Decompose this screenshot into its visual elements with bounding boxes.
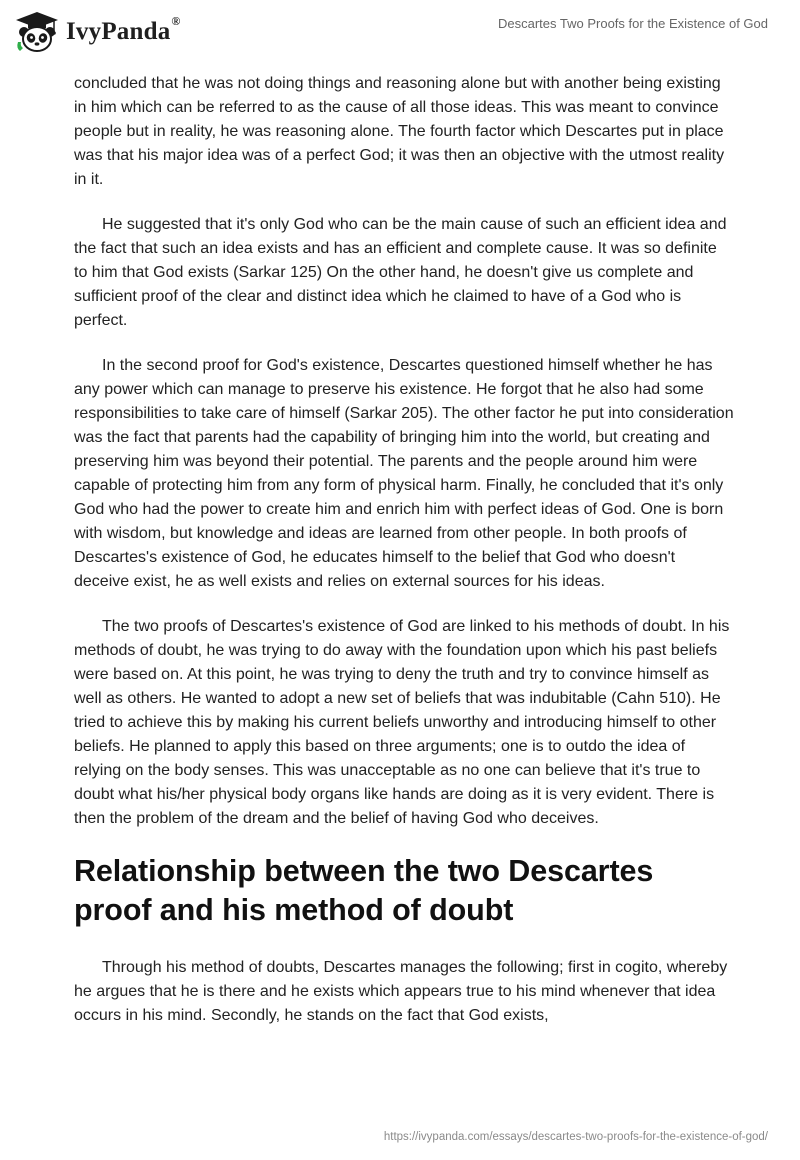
paragraph-5: Through his method of doubts, Descartes manages the following; first in cogito, whereby he argues that he is there and he exists which appears true to his mind whenever that idea occurs in his mind. Secondly, he stands on the fact that God exists,	[74, 959, 728, 1024]
section-heading: Relationship between the two Descartes proof and his method of doubt	[74, 854, 654, 927]
registered-mark: ®	[171, 14, 181, 28]
paragraph-4: The two proofs of Descartes's existence of God are linked to his methods of doubt. In his methods of doubt, he was trying to do away with the foundation upon which his past beliefs were based on. At this point, he was trying to deny the truth and try to convince himself as well as others. He wanted to adopt a new set of beliefs that was indubitable (Cahn 510). He tried to achieve this by making his current beliefs unworthy and introducing himself to other beliefs. He planned to apply this based on three arguments; one is to outdo the idea of relying on the body senses. This was unacceptable as no one can believe that it's true to doubt what his/her physical body organs like hands are doing as it is very evident. There is then the problem of the dream and the belief of having God who deceives.	[74, 618, 730, 827]
article-body	[74, 72, 734, 1049]
paragraph-2: He suggested that it's only God who can be the main cause of such an efficient idea and the fact that such an idea exists and has an efficient and complete cause. It was so definite to him that God exists (Sarkar 125) On the other hand, he doesn't give us complete and sufficient proof of the clear and distinct idea which he claimed to have of a God who is perfect.	[74, 216, 727, 329]
paragraph-3: In the second proof for God's existence, Descartes questioned himself whether he has any power which can manage to preserve his existence. He forgot that he also had some responsibilities to take care of himself (Sarkar 205). The other factor he put into consideration was the fact that parents had the capability of bringing him into the world, but creating and preserving him was beyond their potential. The parents and the people around him were capable of protecting him from any form of physical harm. Finally, he concluded that it's only God who had the power to create him and enrich him with perfect ideas of God. One is born with wisdom, but knowledge and ideas are learned from other people. In both proofs of Descartes's existence of God, he educates himself to the belief that God who doesn't deceive exist, he as well exists and relies on external sources for his ideas.	[74, 357, 734, 590]
logo-text: IvyPanda®	[66, 14, 181, 45]
paragraph-1: concluded that he was not doing things and reasoning alone but with another being existing in him which can be referred to as the cause of all those ideas. This was meant to convince people but in reality, he was reasoning alone. The fourth factor which Descartes put in place was that his major idea was of a perfect God; it was then an objective with the utmost reality in it.	[74, 75, 725, 188]
source-url[interactable]: https://ivypanda.com/essays/descartes-two-proofs-for-the-existence-of-god/	[383, 1131, 768, 1143]
panda-graduate-icon	[14, 10, 60, 54]
ivypanda-logo-link[interactable]	[14, 10, 181, 54]
page-header	[0, 0, 800, 70]
document-title: Descartes Two Proofs for the Existence of God	[498, 16, 768, 31]
